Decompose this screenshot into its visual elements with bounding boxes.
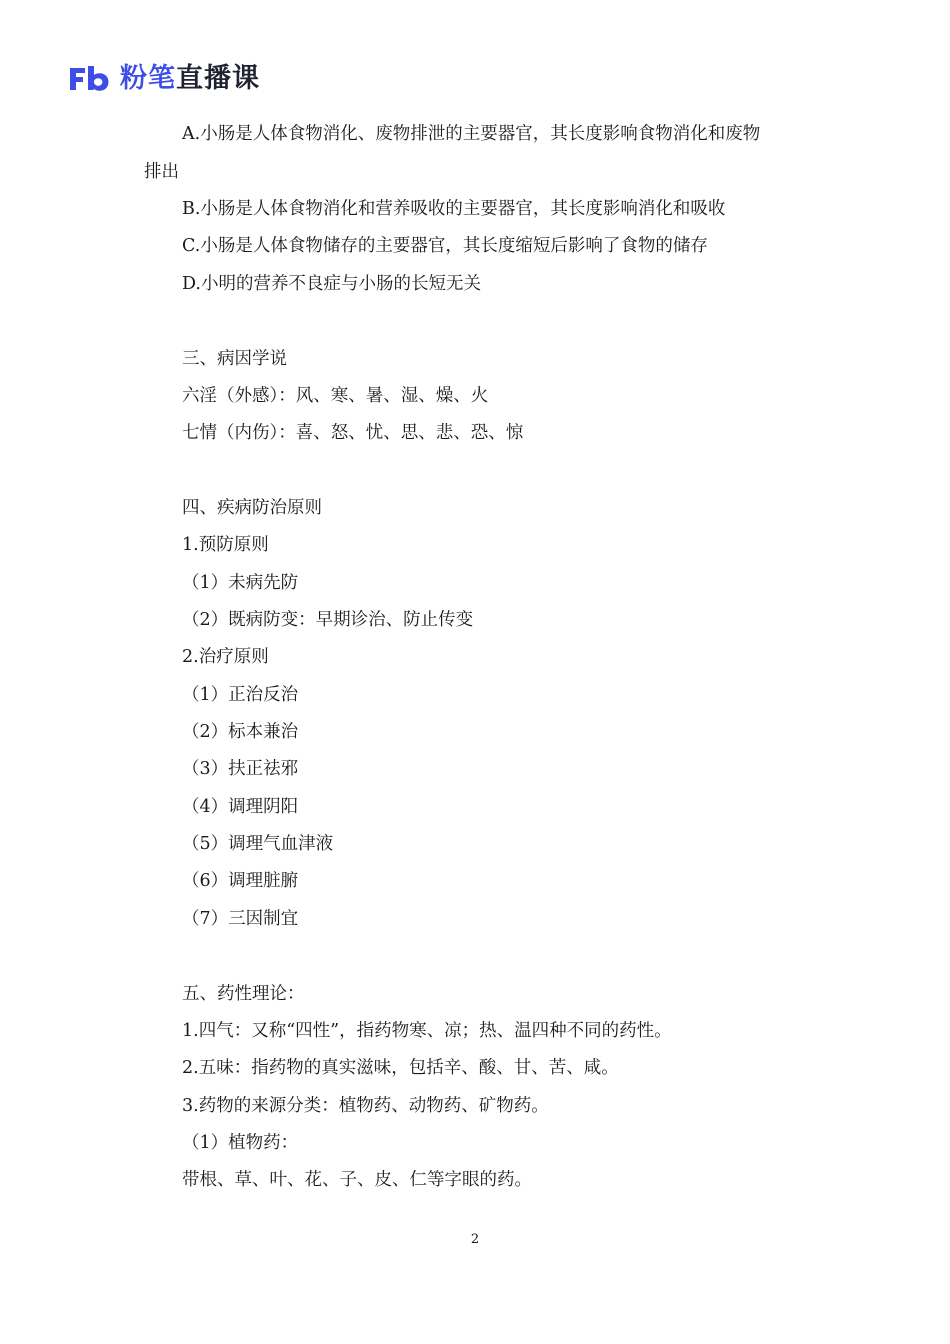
option-d: D.小明的营养不良症与小肠的长短无关 — [182, 274, 481, 294]
option-c: C.小肠是人体食物储存的主要器官，其长度缩短后影响了食物的储存 — [182, 236, 708, 256]
treatment-item: （2）标本兼治 — [182, 722, 299, 742]
brand-logo — [68, 62, 260, 96]
prevention-item: （2）既病防变：早期诊治、防止传变 — [182, 610, 474, 630]
section5-source-classification: 3.药物的来源分类：植物药、动物药、矿物药。 — [182, 1096, 549, 1116]
section3-title: 三、病因学说 — [182, 349, 287, 369]
logo-wordmark — [120, 62, 260, 96]
section4-title: 四、疾病防治原则 — [182, 498, 322, 518]
prevention-title: 1.预防原则 — [182, 535, 269, 555]
treatment-item: （5）调理气血津液 — [182, 834, 334, 854]
treatment-item: （1）正治反治 — [182, 685, 299, 705]
section3-seven-emotions: 七情（内伤）：喜、怒、忧、思、悲、恐、惊 — [182, 423, 524, 443]
section5-plant-medicine-title: （1）植物药： — [182, 1133, 299, 1153]
logo-text-product: 直播课 — [176, 63, 260, 94]
option-a-line1: A.小肠是人体食物消化、废物排泄的主要器官，其长度影响食物消化和废物 — [182, 124, 761, 144]
treatment-item: （4）调理阴阳 — [182, 797, 299, 817]
section5-five-flavors: 2.五味：指药物的真实滋味，包括辛、酸、甘、苦、咸。 — [182, 1058, 619, 1078]
prevention-item: （1）未病先防 — [182, 573, 299, 593]
treatment-title: 2.治疗原则 — [182, 647, 269, 667]
treatment-item: （6）调理脏腑 — [182, 871, 299, 891]
page-number: 2 — [470, 1232, 480, 1247]
option-b: B.小肠是人体食物消化和营养吸收的主要器官，其长度影响消化和吸收 — [182, 199, 726, 219]
section5-four-qi: 1.四气：又称“四性”，指药物寒、凉；热、温四种不同的药性。 — [182, 1021, 672, 1041]
fb-logo-icon — [68, 64, 110, 94]
logo-text-brand: 粉笔 — [120, 63, 176, 94]
treatment-item: （3）扶正祛邪 — [182, 759, 299, 779]
section5-plant-medicine-desc: 带根、草、叶、花、子、皮、仁等字眼的药。 — [182, 1170, 532, 1190]
option-a-line2: 排出 — [144, 162, 179, 182]
section3-six-excesses: 六淫（外感）：风、寒、暑、湿、燥、火 — [182, 386, 489, 406]
treatment-item: （7）三因制宜 — [182, 909, 299, 929]
section5-title: 五、药性理论： — [182, 984, 305, 1004]
